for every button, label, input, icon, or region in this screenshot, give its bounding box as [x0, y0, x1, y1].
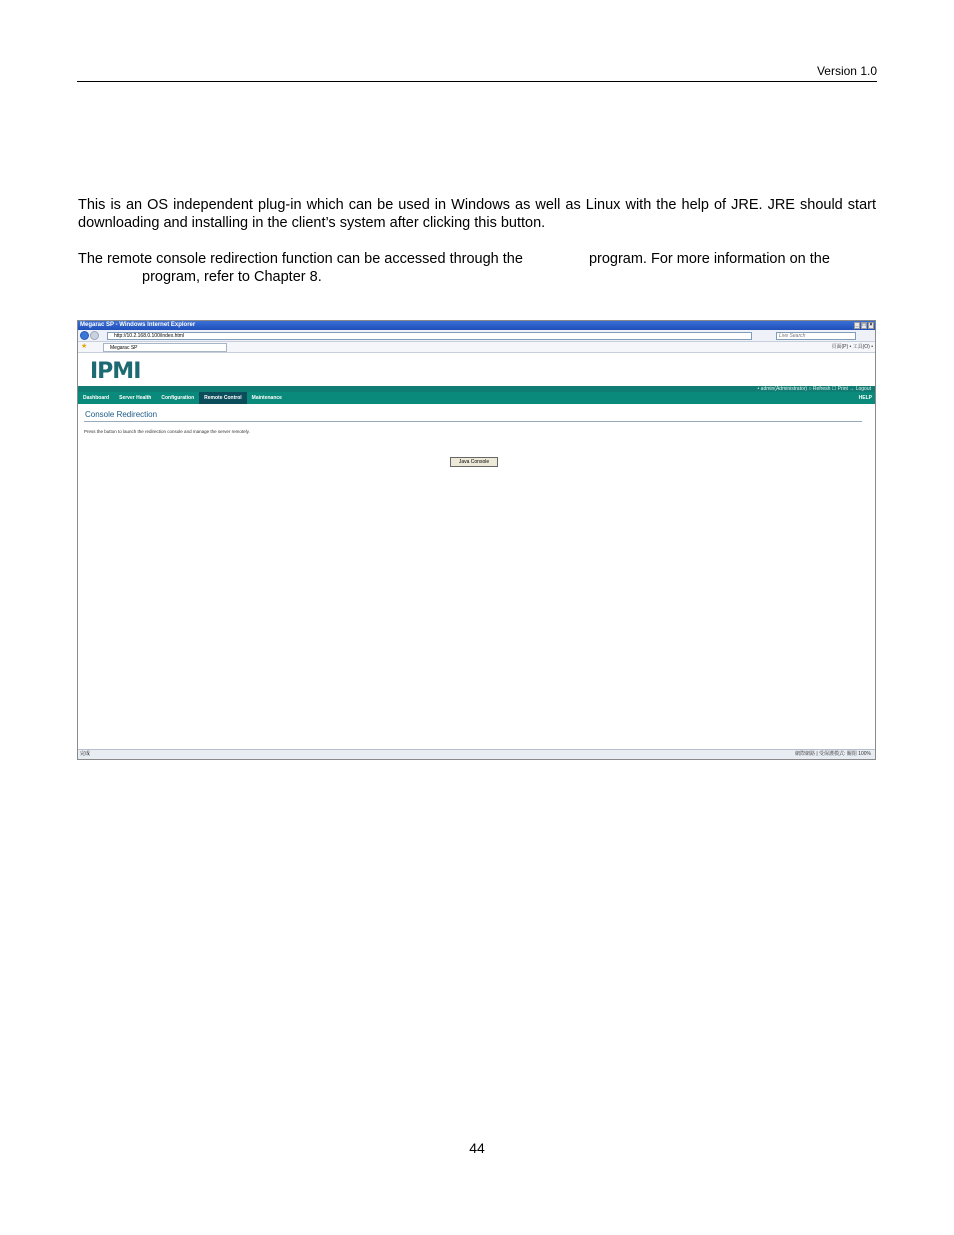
page-content	[78, 404, 875, 749]
page-description: Press the button to launch the redirection console and manage the server remotely.	[84, 429, 250, 434]
nav-dashboard[interactable]: Dashboard	[83, 395, 110, 401]
window-titlebar	[78, 321, 875, 330]
paragraph-plugin-description: This is an OS independent plug-in which can be used in Windows as well as Linux with the help of JRE. JRE should start downloading and installing in the client’s system after clicking this button.	[78, 197, 876, 231]
address-input[interactable]: http://10.2.168.0.100/index.html	[107, 332, 752, 340]
back-icon[interactable]	[80, 331, 89, 340]
status-zone: 網際網路 | 受保護模式: 關閉 100%	[794, 751, 871, 757]
java-console-button[interactable]: Java Console	[450, 457, 498, 467]
paragraph-remote-console	[78, 250, 876, 286]
ipmi-logo: IPMI	[90, 359, 141, 384]
tab-row	[78, 342, 875, 353]
nav-configuration[interactable]: Configuration	[161, 395, 195, 401]
page-number: 44	[469, 1140, 485, 1156]
minimize-icon[interactable]: _	[855, 322, 859, 328]
ipmi-header	[78, 353, 875, 386]
forward-icon[interactable]	[90, 331, 99, 340]
address-bar-row	[78, 330, 875, 342]
title-divider	[84, 421, 862, 422]
status-bar	[78, 749, 875, 759]
window-controls	[854, 322, 874, 329]
user-bar: • admin(Administrator) ○ Refresh ☐ Print → Logout	[78, 386, 875, 392]
browser-screenshot	[77, 320, 876, 760]
paragraph2-part1: The remote console redirection function can be accessed through the	[78, 251, 523, 267]
help-link[interactable]: HELP	[858, 395, 872, 401]
nav-server-health[interactable]: Server Health	[119, 395, 152, 401]
toolbar-tools[interactable]: 頁面(P) • 工具(O) •	[831, 344, 873, 350]
window-title: Megarac SP - Windows Internet Explorer	[80, 322, 196, 328]
status-text: 完成	[80, 751, 91, 757]
search-input[interactable]: Live Search	[776, 332, 856, 340]
nav-remote-control[interactable]: Remote Control	[199, 392, 247, 404]
favorites-star-icon[interactable]: ★	[81, 343, 88, 350]
close-icon[interactable]: ×	[869, 322, 873, 328]
main-nav	[78, 392, 875, 404]
page-version: Version 1.0	[816, 64, 877, 78]
page-title: Console Redirection	[85, 410, 158, 419]
maximize-icon[interactable]: □	[862, 322, 866, 328]
header-rule	[77, 81, 877, 82]
paragraph2-part3: program, refer to Chapter 8.	[142, 269, 322, 285]
browser-tab[interactable]: Megarac SP	[103, 343, 227, 352]
paragraph2-part2: program. For more information on the	[588, 251, 830, 267]
nav-maintenance[interactable]: Maintenance	[251, 395, 282, 401]
